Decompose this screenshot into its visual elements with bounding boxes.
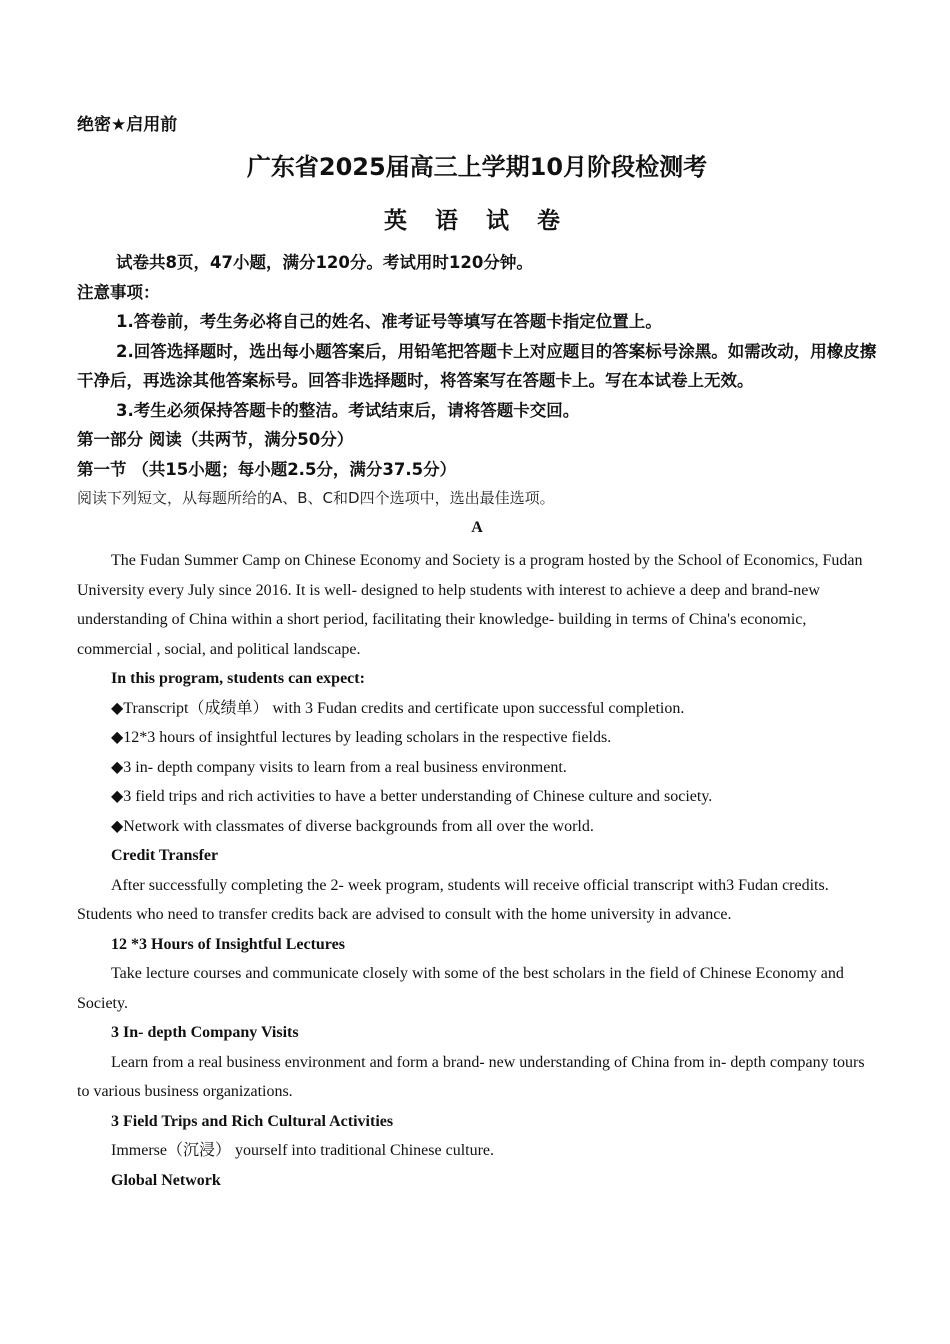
bullet-item: ◆3 in- depth company visits to learn from a real business environment. — [111, 758, 567, 776]
exam-summary: 试卷共8页，47小题，满分120分。考试用时120分钟。 — [116, 253, 533, 272]
bullet-item: ◆Network with classmates of diverse backgrounds from all over the world. — [111, 817, 594, 835]
passage-label: A — [471, 519, 483, 536]
section-body-company-visits: Learn from a real business environment and form a brand- new understanding of China from in- depth company tours to various business organizations. — [77, 1053, 865, 1100]
bullet-item: ◆12*3 hours of insightful lectures by leading scholars in the respective fields. — [111, 729, 612, 746]
bullet-item: ◆Transcript（成绩单） with 3 Fudan credits and certificate upon successful completion. — [111, 699, 685, 717]
confidential-mark: 绝密★启用前 — [77, 115, 178, 135]
section-body-credit-transfer: After successfully completing the 2- week program, students will receive official transcript with3 Fudan credits. Students who need to transfer credits back are advised to consult with the home university in advance. — [77, 876, 829, 923]
section-heading-field-trips: 3 Field Trips and Rich Cultural Activities — [111, 1112, 394, 1130]
notice-item-2: 2.回答选择题时，选出每小题答案后，用铅笔把答题卡上对应题目的答案标号涂黑。如需改动，用橡皮擦干净后，再选涂其他答案标号。回答非选择题时，将答案写在答题卡上。写在本试卷上无效。 — [77, 341, 877, 390]
notice-heading: 注意事项： — [77, 282, 160, 302]
section1-heading: 第一节 （共15小题；每小题2.5分，满分37.5分） — [77, 459, 457, 479]
passage-intro: The Fudan Summer Camp on Chinese Economy and Society is a program hosted by the School of Economics, Fudan University every July since 2016. It is well- designed to help students with interest to achieve a deep and brand-new understanding of China within a short period, facilitating their knowledge- building in terms of China's economic, commercial , social, and political landscape. — [77, 552, 863, 658]
section-heading-lectures: 12 *3 Hours of Insightful Lectures — [111, 935, 345, 953]
reading-direction: 阅读下列短文，从每题所给的A、B、C和D四个选项中，选出最佳选项。 — [77, 489, 555, 507]
section-heading-global-network: Global Network — [111, 1171, 221, 1189]
expect-heading: In this program, students can expect: — [111, 670, 365, 687]
section-body-field-trips: Immerse（沉浸） yourself into traditional Chinese culture. — [111, 1142, 495, 1159]
notice-item-1: 1.答卷前，考生务必将自己的姓名、准考证号等填写在答题卡指定位置上。 — [116, 312, 662, 331]
part1-heading: 第一部分 阅读（共两节，满分50分） — [77, 430, 354, 449]
bullet-item: ◆3 field trips and rich activities to have a better understanding of Chinese culture and society. — [111, 788, 713, 805]
section-heading-company-visits: 3 In- depth Company Visits — [111, 1024, 299, 1041]
exam-page — [77, 110, 877, 1195]
notice-item-3: 3.考生必须保持答题卡的整洁。考试结束后，请将答题卡交回。 — [116, 400, 580, 420]
section-heading-credit-transfer: Credit Transfer — [111, 847, 219, 864]
exam-title: 广东省2025届高三上学期10月阶段检测考 — [246, 153, 708, 181]
section-body-lectures: Take lecture courses and communicate closely with some of the best scholars in the field of Chinese Economy and Society. — [77, 965, 844, 1012]
exam-subtitle: 英 语 试 卷 — [383, 208, 571, 234]
